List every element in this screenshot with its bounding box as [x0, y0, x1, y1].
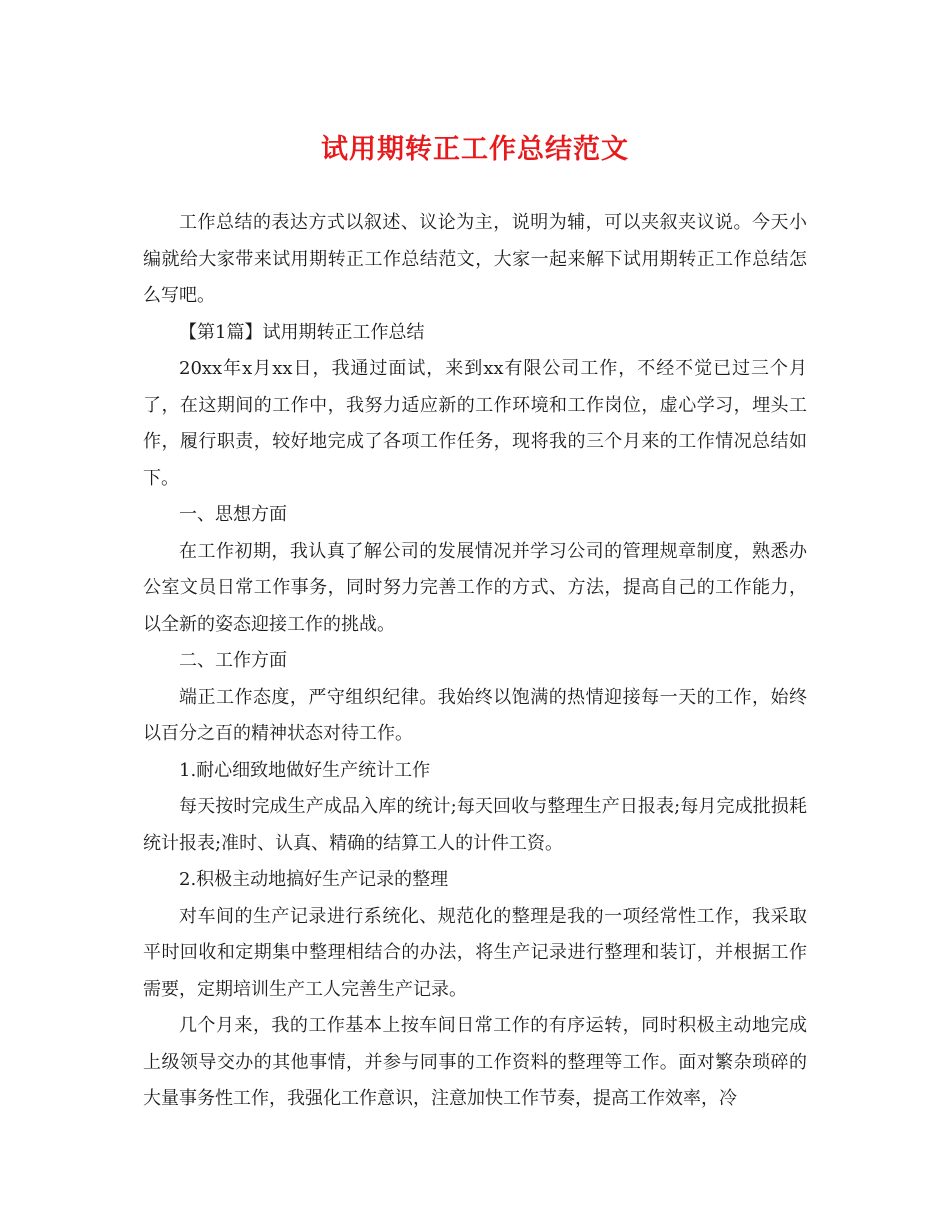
body-paragraph: 在工作初期，我认真了解公司的发展情况并学习公司的管理规章制度，熟悉办公室文员日常工作事务，同时努力完善工作的方式、方法，提高自己的工作能力，以全新的姿态迎接工作的挑战。	[143, 540, 807, 635]
body-paragraph: 端正工作态度，严守组织纪律。我始终以饱满的热情迎接每一天的工作，始终以百分之百的精神状态对待工作。	[143, 686, 807, 744]
body-paragraph: 对车间的生产记录进行系统化、规范化的整理是我的一项经常性工作，我采取平时回收和定期集中整理相结合的办法，将生产记录进行整理和装订，并根据工作需要，定期培训生产工人完善生产记录。	[143, 905, 807, 1000]
subsection-heading-statistics: 1.耐心细致地做好生产统计工作	[179, 759, 431, 781]
intro-paragraph: 工作总结的表达方式以叙述、议论为主，说明为辅，可以夹叙夹议说。今天小编就给大家带来试用期转正工作总结范文，大家一起来解下试用期转正工作总结怎么写吧。	[143, 212, 807, 306]
body-paragraph: 几个月来，我的工作基本上按车间日常工作的有序运转，同时积极主动地完成上级领导交办的其他事情，并参与同事的工作资料的整理等工作。面对繁杂琐碎的大量事务性工作，我强化工作意识，注意加快工作节奏，提高工作效率，冷	[143, 1015, 807, 1109]
document-body	[143, 205, 807, 1118]
section-heading-work: 二、工作方面	[179, 650, 287, 671]
section-heading-thought: 一、思想方面	[179, 504, 287, 525]
body-paragraph: 20xx年x月xx日，我通过面试，来到xx有限公司工作，不经不觉已过三个月了，在这期间的工作中，我努力适应新的工作环境和工作岗位，虚心学习，埋头工作，履行职责，较好地完成了各项工作任务，现将我的三个月来的工作情况总结如下。	[143, 358, 807, 489]
section-heading-part-1: 【第1篇】试用期转正工作总结	[179, 321, 425, 343]
body-paragraph: 每天按时完成生产成品入库的统计;每天回收与整理生产日报表;每月完成批损耗统计报表;准时、认真、精确的结算工人的计件工资。	[143, 796, 807, 854]
document-title: 试用期转正工作总结范文	[321, 134, 629, 165]
subsection-heading-records: 2.积极主动地搞好生产记录的整理	[179, 869, 449, 890]
